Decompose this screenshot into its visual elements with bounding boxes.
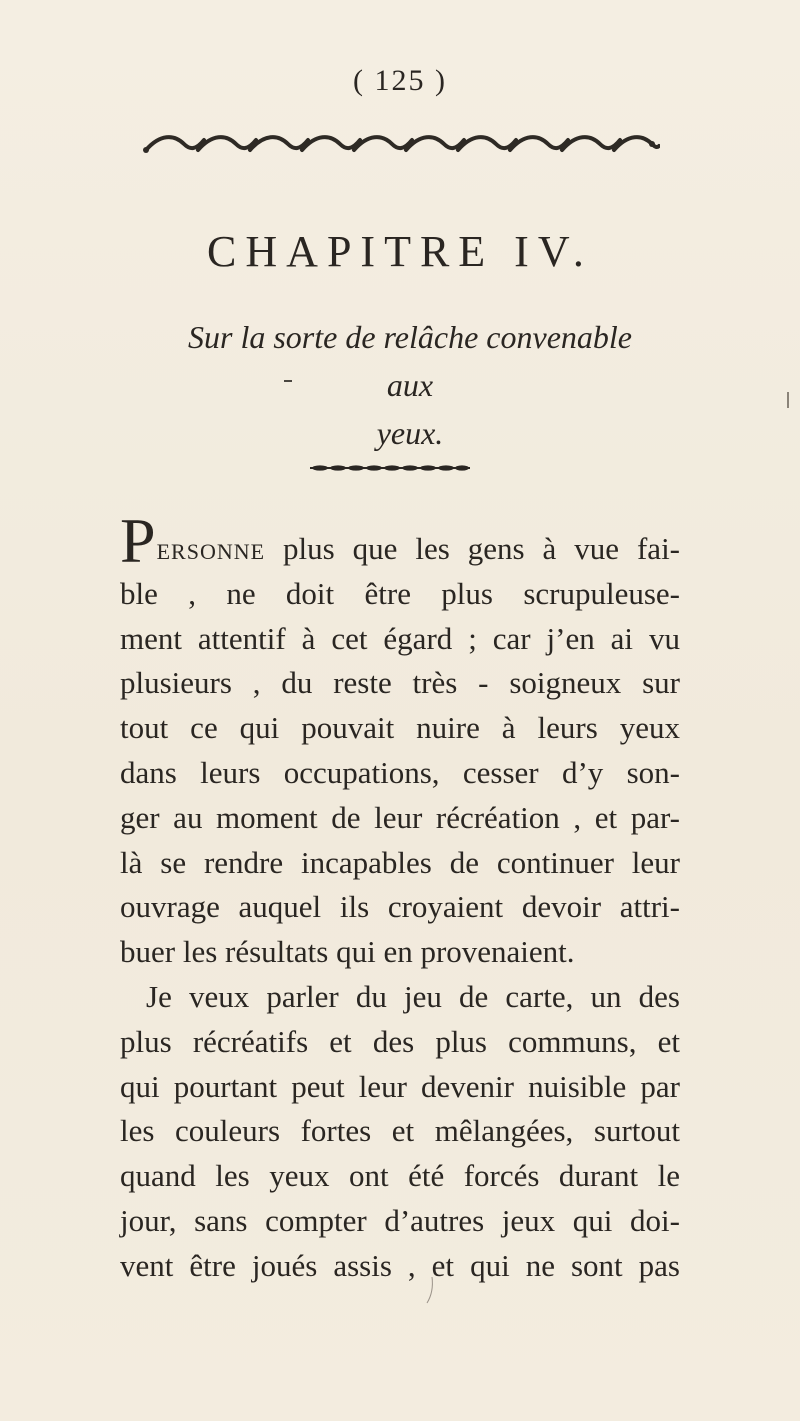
decorative-ornament-band xyxy=(140,130,660,158)
drop-cap: P xyxy=(120,505,156,577)
text-line: quand les yeux ont été forcés durant le xyxy=(120,1158,680,1194)
text-line: jour, sans compter d’autres jeux qui doi- xyxy=(120,1202,680,1238)
text-line-content: plus que les gens à vue fai- xyxy=(283,531,681,566)
chapter-subtitle-line-1: Sur la sorte de relâche convenable aux xyxy=(187,319,632,403)
text-line: tout ce qui pouvait nuire à leurs yeux xyxy=(120,710,680,746)
text-line xyxy=(120,505,681,577)
text-line: buer les résultats qui en provenaient. xyxy=(120,934,575,970)
pen-mark xyxy=(425,1275,435,1305)
chapter-heading: CHAPITRE IV. xyxy=(207,227,593,276)
chapter-subtitle xyxy=(180,313,640,457)
text-line: qui pourtant peut leur devenir nuisible par xyxy=(120,1068,680,1104)
margin-mark xyxy=(284,380,292,382)
edge-mark xyxy=(787,392,789,408)
text-line: les couleurs fortes et mêlangées, surtout xyxy=(120,1113,680,1149)
text-line: Je veux parler du jeu de carte, un des xyxy=(146,978,680,1014)
body-paragraph xyxy=(120,505,681,1289)
text-line: vent être joués assis , et qui ne sont pas xyxy=(120,1247,680,1283)
chapter-subtitle-line-2: yeux. xyxy=(376,415,444,451)
text-line: dans leurs occupations, cesser d’y son- xyxy=(120,754,680,790)
text-line: ouvrage auquel ils croyaient devoir attri- xyxy=(120,889,680,925)
first-word-small-caps: ersonne xyxy=(156,531,266,566)
text-line: ble , ne doit être plus scrupuleuse- xyxy=(120,575,680,611)
text-line: plus récréatifs et des plus communs, et xyxy=(120,1023,680,1059)
section-divider-rule xyxy=(310,464,470,472)
text-line: ger au moment de leur récréation , et par- xyxy=(120,799,680,835)
text-line: ment attentif à cet égard ; car j’en ai vu xyxy=(120,620,680,656)
text-line: là se rendre incapables de continuer leur xyxy=(120,844,680,880)
page-number: ( 125 ) xyxy=(353,64,447,97)
text-line: plusieurs , du reste très - soigneux sur xyxy=(120,665,680,701)
